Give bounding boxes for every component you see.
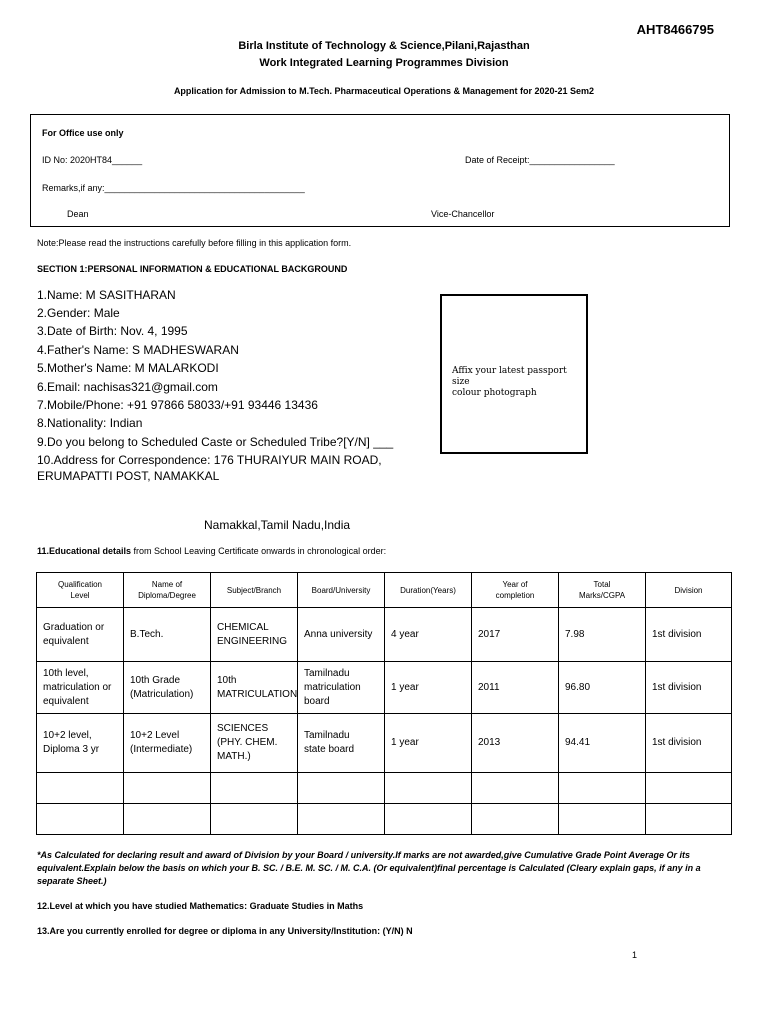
table-header-row [37,573,732,608]
cell-duration: 4 year [385,608,472,662]
office-use-box [30,114,730,227]
header-degree: Name of Diploma/Degree [124,573,211,608]
field-address-line2: ERUMAPATTI POST, NAMAKKAL [37,469,220,483]
table-row-empty [37,773,732,804]
cell-duration: 1 year [385,662,472,714]
footnote: *As Calculated for declaring result and award of Division by your Board / university.If marks are not awarded,give Cumulative Grade Point Average Or its equivalent.Explain below the basis on which your B. SC. / B.E. M. SC. / M. C.A. (Or equivalent)final percentage is Calculated (Cleary explain gaps, if any in a separate Sheet.) [37,850,701,886]
division-name: Work Integrated Learning Programmes Division [259,57,509,69]
table-row [37,662,732,714]
field-email: 6.Email: nachisas321@gmail.com [37,380,218,394]
office-id-no: ID No: 2020HT84______ [42,155,143,165]
field-address-line3: Namakkal,Tamil Nadu,India [204,518,351,532]
cell-degree: 10+2 Level (Intermediate) [124,714,211,773]
photo-instructions [452,366,586,399]
cell-year: 2011 [472,662,559,714]
cell-subject: 10th MATRICULATION [211,662,298,714]
cell-year: 2013 [472,714,559,773]
page-number: 1 [632,950,638,960]
cell-subject: SCIENCES (PHY. CHEM. MATH.) [211,714,298,773]
education-heading [37,546,386,556]
cell-subject: CHEMICAL ENGINEERING [211,608,298,662]
header-qualification: Qualification Level [37,573,124,608]
education-heading-bold: 11.Educational details [37,546,132,556]
office-date-of-receipt: Date of Receipt:_________________ [465,155,615,165]
field-nationality: 8.Nationality: Indian [37,416,143,430]
cell-division: 1st division [646,662,732,714]
field-dob: 3.Date of Birth: Nov. 4, 1995 [37,324,188,338]
cell-board: Tamilnadu matriculation board [298,662,385,714]
cell-marks: 7.98 [559,608,646,662]
office-heading: For Office use only [42,128,124,138]
institute-name: Birla Institute of Technology & Science,Pilani,Rajasthan [238,40,530,52]
table-row [37,714,732,773]
education-heading-rest: from School Leaving Certificate onwards in chronological order: [131,546,387,556]
office-dean: Dean [67,209,89,219]
field-address-line1: 10.Address for Correspondence: 176 THURAIYUR MAIN ROAD, [37,453,382,467]
header-year: Year of completion [472,573,559,608]
instructions-note: Note:Please read the instructions carefully before filling in this application form. [37,238,352,248]
field-mobile: 7.Mobile/Phone: +91 97866 58033/+91 93446 13436 [37,398,318,412]
photo-box [440,294,588,454]
cell-board: Anna university [298,608,385,662]
field-father-name: 4.Father's Name: S MADHESWARAN [37,343,239,357]
field-name: 1.Name: M SASITHARAN [37,288,176,302]
cell-marks: 96.80 [559,662,646,714]
header-duration: Duration(Years) [385,573,472,608]
reference-code: AHT8466795 [636,22,714,37]
cell-qualification: 10th level, matriculation or equivalent [37,662,124,714]
office-remarks: Remarks,if any:________________________________________ [42,183,305,193]
question-12: 12.Level at which you have studied Mathematics: Graduate Studies in Maths [37,901,364,911]
photo-instruction-line1: Affix your latest passport size [452,366,567,387]
cell-division: 1st division [646,608,732,662]
header-subject: Subject/Branch [211,573,298,608]
cell-year: 2017 [472,608,559,662]
question-13: 13.Are you currently enrolled for degree or diploma in any University/Institution: (Y/N) N [37,926,413,936]
field-gender: 2.Gender: Male [37,306,120,320]
header-marks: Total Marks/CGPA [559,573,646,608]
cell-board: Tamilnadu state board [298,714,385,773]
cell-qualification: Graduation or equivalent [37,608,124,662]
education-table [36,572,732,835]
header-division: Division [646,573,732,608]
cell-duration: 1 year [385,714,472,773]
table-row [37,608,732,662]
photo-instruction-line2: colour photograph [452,388,537,398]
section1-heading: SECTION 1:PERSONAL INFORMATION & EDUCATIONAL BACKGROUND [37,264,348,274]
header-board: Board/University [298,573,385,608]
office-vice-chancellor: Vice-Chancellor [431,209,495,219]
cell-qualification: 10+2 level, Diploma 3 yr [37,714,124,773]
cell-marks: 94.41 [559,714,646,773]
cell-degree: B.Tech. [124,608,211,662]
application-title: Application for Admission to M.Tech. Pharmaceutical Operations & Management for 2020-21 Sem2 [173,86,595,96]
field-caste: 9.Do you belong to Scheduled Caste or Scheduled Tribe?[Y/N] ___ [37,435,394,449]
table-row-empty [37,804,732,835]
cell-degree: 10th Grade (Matriculation) [124,662,211,714]
cell-division: 1st division [646,714,732,773]
field-mother-name: 5.Mother's Name: M MALARKODI [37,361,219,375]
